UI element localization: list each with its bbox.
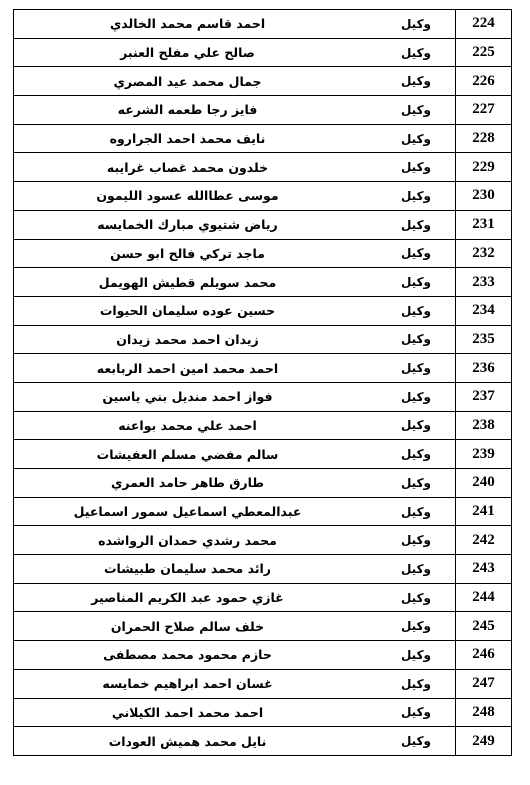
person-name-cell: رائد محمد سليمان طبيشات: [14, 555, 362, 584]
row-number-cell: 241: [456, 497, 512, 526]
table-row: [14, 153, 512, 182]
rank-cell: وكيل: [361, 124, 456, 153]
table-row: [14, 182, 512, 211]
person-name-cell: خلف سالم صلاح الحمران: [14, 612, 362, 641]
rank-cell: وكيل: [361, 669, 456, 698]
person-name-cell: غسان احمد ابراهيم خمايسه: [14, 669, 362, 698]
person-name-cell: محمد سويلم قطيش الهويمل: [14, 268, 362, 297]
rank-cell: وكيل: [361, 182, 456, 211]
row-number-cell: 230: [456, 182, 512, 211]
rank-cell: وكيل: [361, 354, 456, 383]
table-row: [14, 669, 512, 698]
row-number-cell: 225: [456, 38, 512, 67]
rank-cell: وكيل: [361, 296, 456, 325]
rank-cell: وكيل: [361, 698, 456, 727]
rank-cell: وكيل: [361, 555, 456, 584]
rank-cell: وكيل: [361, 67, 456, 96]
table-row: [14, 296, 512, 325]
row-number-cell: 249: [456, 727, 512, 756]
person-name-cell: طارق طاهر حامد العمري: [14, 469, 362, 498]
row-number-cell: 235: [456, 325, 512, 354]
rank-cell: وكيل: [361, 153, 456, 182]
table-row: [14, 555, 512, 584]
person-name-cell: خلدون محمد غصاب غرايبه: [14, 153, 362, 182]
table-row: [14, 612, 512, 641]
row-number-cell: 240: [456, 469, 512, 498]
person-name-cell: احمد علي محمد بواعنه: [14, 411, 362, 440]
person-name-cell: حازم محمود محمد مصطفى: [14, 641, 362, 670]
table-row: [14, 10, 512, 39]
person-name-cell: نايل محمد هميش العودات: [14, 727, 362, 756]
rank-cell: وكيل: [361, 268, 456, 297]
person-name-cell: موسى عطاالله عسود الليمون: [14, 182, 362, 211]
table-row: [14, 268, 512, 297]
person-name-cell: فايز رجا طعمه الشرعه: [14, 96, 362, 125]
table-row: [14, 497, 512, 526]
row-number-cell: 234: [456, 296, 512, 325]
rank-cell: وكيل: [361, 612, 456, 641]
person-name-cell: احمد قاسم محمد الخالدي: [14, 10, 362, 39]
row-number-cell: 228: [456, 124, 512, 153]
person-name-cell: غازي حمود عبد الكريم المناصير: [14, 583, 362, 612]
rank-cell: وكيل: [361, 96, 456, 125]
row-number-cell: 227: [456, 96, 512, 125]
rank-cell: وكيل: [361, 727, 456, 756]
personnel-table-body: [14, 10, 512, 756]
personnel-table: [13, 9, 512, 756]
person-name-cell: رياض شتيوي مبارك الخمايسه: [14, 210, 362, 239]
row-number-cell: 236: [456, 354, 512, 383]
rank-cell: وكيل: [361, 382, 456, 411]
row-number-cell: 233: [456, 268, 512, 297]
table-row: [14, 354, 512, 383]
row-number-cell: 232: [456, 239, 512, 268]
rank-cell: وكيل: [361, 411, 456, 440]
table-row: [14, 411, 512, 440]
rank-cell: وكيل: [361, 440, 456, 469]
rank-cell: وكيل: [361, 469, 456, 498]
rank-cell: وكيل: [361, 641, 456, 670]
person-name-cell: زيدان احمد محمد زيدان: [14, 325, 362, 354]
rank-cell: وكيل: [361, 497, 456, 526]
person-name-cell: جمال محمد عيد المصري: [14, 67, 362, 96]
person-name-cell: سالم مفضي مسلم العفيشات: [14, 440, 362, 469]
person-name-cell: فواز احمد منديل بني ياسين: [14, 382, 362, 411]
table-row: [14, 96, 512, 125]
rank-cell: وكيل: [361, 239, 456, 268]
table-row: [14, 641, 512, 670]
rank-cell: وكيل: [361, 210, 456, 239]
rank-cell: وكيل: [361, 583, 456, 612]
person-name-cell: احمد محمد احمد الكيلاني: [14, 698, 362, 727]
table-row: [14, 583, 512, 612]
row-number-cell: 246: [456, 641, 512, 670]
table-row: [14, 325, 512, 354]
rank-cell: وكيل: [361, 38, 456, 67]
row-number-cell: 239: [456, 440, 512, 469]
rank-cell: وكيل: [361, 10, 456, 39]
table-row: [14, 526, 512, 555]
table-row: [14, 38, 512, 67]
person-name-cell: حسين عوده سليمان الحيوات: [14, 296, 362, 325]
row-number-cell: 229: [456, 153, 512, 182]
table-row: [14, 210, 512, 239]
table-row: [14, 67, 512, 96]
row-number-cell: 243: [456, 555, 512, 584]
table-row: [14, 239, 512, 268]
person-name-cell: احمد محمد امين احمد الربابعه: [14, 354, 362, 383]
rank-cell: وكيل: [361, 325, 456, 354]
row-number-cell: 245: [456, 612, 512, 641]
row-number-cell: 244: [456, 583, 512, 612]
person-name-cell: صالح علي مفلح العنبر: [14, 38, 362, 67]
row-number-cell: 237: [456, 382, 512, 411]
row-number-cell: 238: [456, 411, 512, 440]
rank-cell: وكيل: [361, 526, 456, 555]
table-row: [14, 698, 512, 727]
row-number-cell: 242: [456, 526, 512, 555]
person-name-cell: عبدالمعطي اسماعيل سمور اسماعيل: [14, 497, 362, 526]
row-number-cell: 248: [456, 698, 512, 727]
row-number-cell: 247: [456, 669, 512, 698]
table-row: [14, 440, 512, 469]
table-row: [14, 382, 512, 411]
table-row: [14, 469, 512, 498]
row-number-cell: 224: [456, 10, 512, 39]
row-number-cell: 226: [456, 67, 512, 96]
person-name-cell: نايف محمد احمد الجراروه: [14, 124, 362, 153]
person-name-cell: ماجد تركي فالح ابو حسن: [14, 239, 362, 268]
person-name-cell: محمد رشدي حمدان الرواشده: [14, 526, 362, 555]
row-number-cell: 231: [456, 210, 512, 239]
table-row: [14, 124, 512, 153]
table-row: [14, 727, 512, 756]
